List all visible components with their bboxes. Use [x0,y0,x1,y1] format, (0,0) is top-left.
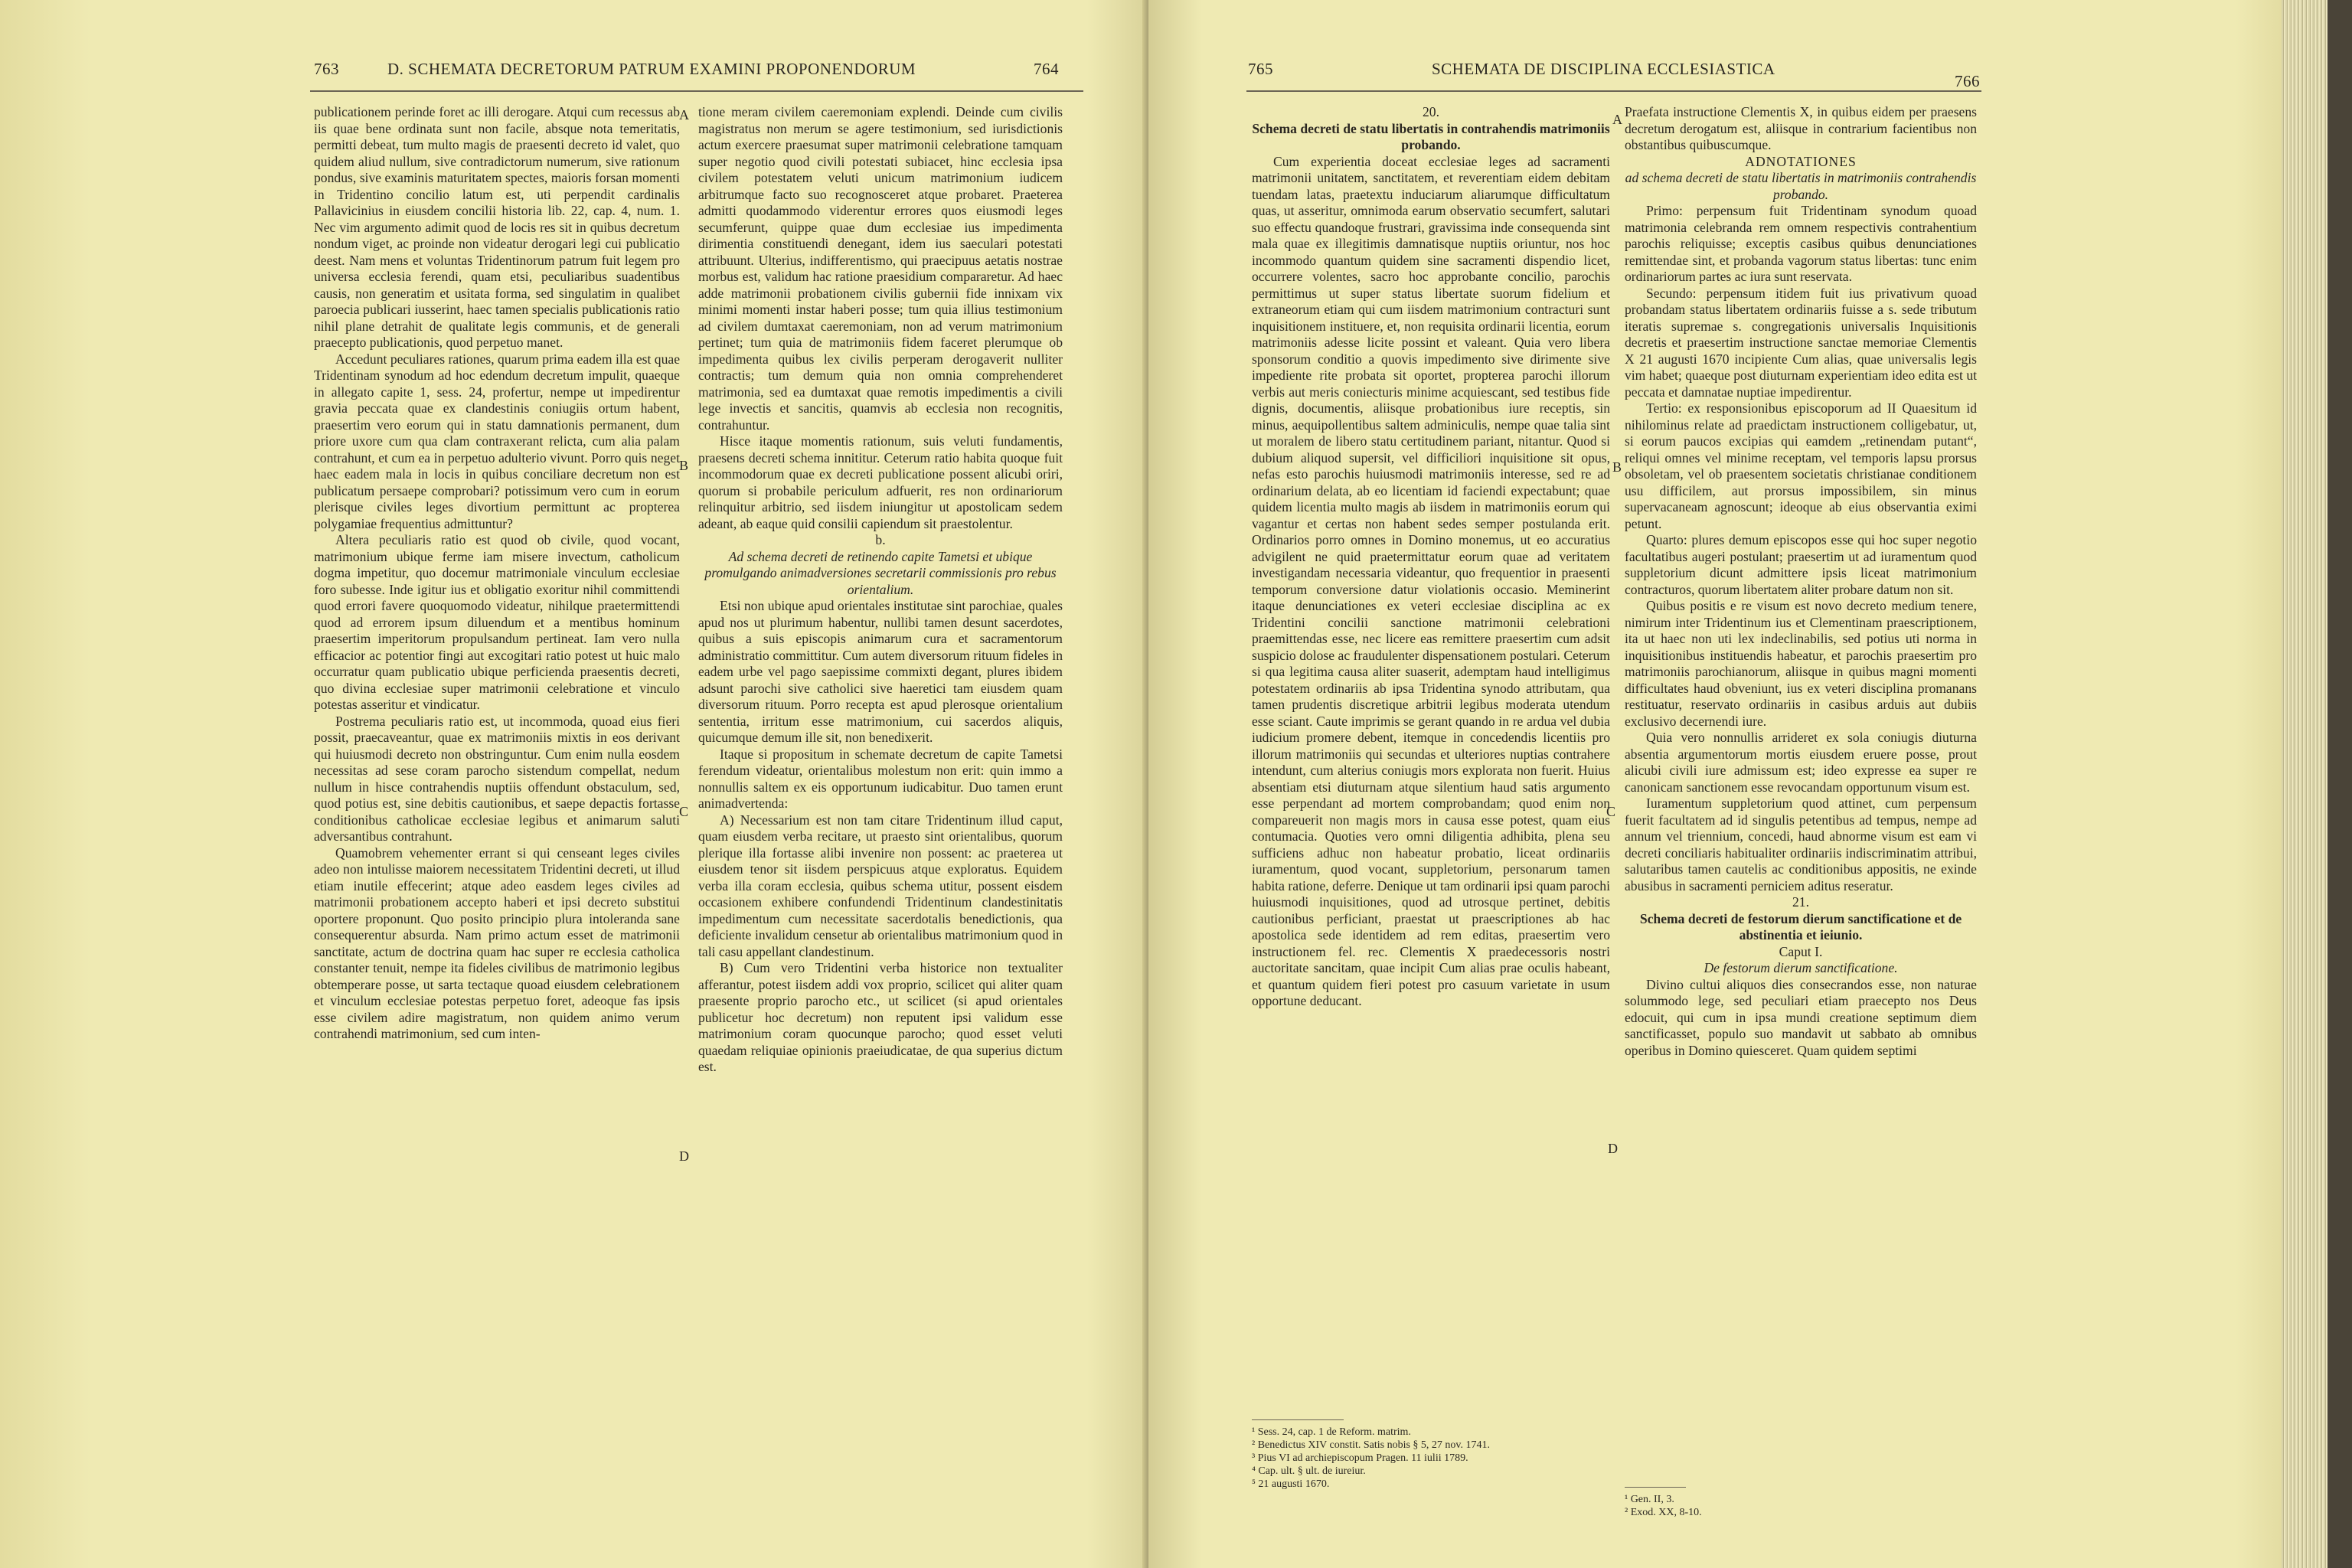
section-title: Ad schema decreti de retinendo capite Tametsi et ubique promulgando animadversiones secretarii commissionis pro rebus orientalium. [704,548,1057,597]
paragraph: Accedunt peculiares rationes, quarum prima eadem illa est quae Tridentinam synodum ad hoc edendum decretum impulit, quaeque in allegato capite 1, sess. 24, profertur, nempe ut impedirentur gravia peccata quae ex clandestinis coniugiis ortum habent, praesertim vero eorum qui in statu damnationis permanent, dum priore uxore cum qua clam contraxerant relicta, cum alia palam contrahunt, et cum ea in perpetuo adulterio vivunt. Porro quis neget haec eadem mala in locis in quibus conciliare decretum non est publicatum persaepe comprobari? potissimum vero cum in eorum plerisque civiles leges divortium permittunt ac propterea polygamiae frequentius admittuntur? [314,351,680,531]
paragraph: Quarto: plures demum episcopos esse qui hoc super negotio facultatibus augeri postulant; praesertim ut ad iuramentum quod suppletorium dicunt admittere ipsis liceat matrimonium contracturos, quorum libertatem aliter probare datum non sit. [1625,532,1977,597]
caput-subtitle: De festorum dierum sanctificatione. [1704,960,1898,975]
section-subtitle: ad schema decreti de statu libertatis in matrimoniis contrahendis probando. [1625,170,1977,202]
paragraph: Cum experientia doceat ecclesiae leges ad sacramenti matrimonii unitatem, sanctitatem, et reverentiam eidem debitam tuendam latas, praetextu induciarum aliarumque difficultatum quas, ut asseritur, omnimoda earum observatio secumfert, salutari suo effectu quandoque frustrari, gravissima inde consequenda sint mala quae ex illegitimis damnatisque nuptiis oriuntur, nos hoc incommodo quantum quidem sine sacramenti dispendio licet, occurrere volentes, sacro hoc approbante concilio, parochis permittimus ut super status libertate suorum fidelium et extraneorum etiam qui cum iisdem matrimonium contracturi sunt inquisitionem instituere, et, non requisita ordinarii licentia, eorum matrimoniis adesse licite possint et valeant. Quia vero libera sponsorum conditio a quovis impedimento sive dirimente sive impediente rite probata sit oportet, propterea parochi illorum verbis aut meris coniecturis minime acquiescant, sed testibus fide dignis, documentis, aliisque probationibus iure receptis, sin minus, aequipollentibus saltem adminiculis, nempe quae talia sint ut moralem de libero statu certitudinem pariant, nitantur. Quod si dubium aliquod supersit, vel difficiliori inquisitione sit opus, nefas esto parochis huiusmodi matrimoniis interesse, sed re ad ordinarium delata, ab eo licentiam id faciendi expectabunt; quae quidem licentia multo magis ab iisdem in matrimoniis eorum qui vagantur et certas non habent sedes semper postulanda erit. Ordinarios porro omnes in Domino monemus, ut eo accuratius advigilent ne quid praetermittatur eorum quae ad veritatem investigandam necessaria videantur, quo frequentior in praesenti temporum conversione datur violationis occasio. Meminerint itaque denunciationes ex veteri ecclesiae disciplina ac ex Tridentini concilii sanctione matrimonii celebrationi praemittendas esse, nec licere eas remittere praesertim cum adsit suspicio dolose ac fraudulenter dispensationem postulari. Ceterum si qua legitima causa aliter suaserit, ademptam haud intelligimus potestatem ordinariis ab ipsa Tridentina synodo attributam, qua tamen prudentis discretique arbitrii legibus moderata utendum esse sciant. Caute imprimis se gerant quando in re ardua vel dubia iudicium promere debent, itemque in concedendis licentiis pro illorum matrimoniis qui secundas et ulteriores nuptias contrahere intendunt, cum alterius coniugis mors explorata non fuerit. Huius absentiam etsi diuturnam atque silentium haud satis argumento esse perpendant ad mortem comprobandam; quod enim non compareuerit non magis mors in causa esse potest, quam eius contumacia. Quoties vero omni diligentia adhibita, plena seu sufficiens adhuc non habeatur probatio, liceat ordinariis iuramentum, quod vocant, suppletorium, personarum tamen habita ratione, deferre. Denique ut tam ordinarii ipsi quam parochi huiusmodi inquisitiones, quod ad utrosque pertinet, debitis cautionibus perficiant, praestat ut praescriptiones ab hac apostolica sede identidem ad rem editas, praesertim vero instructionem fel. rec. Clementis X praedecessoris nostri auctoritate sancitam, quae incipit Cum alias prae oculis habeant, et quantum quidem fieri potest pro casuum varietate in usum opportune deducant. [1252,153,1610,1008]
page-number-765: 765 [1248,60,1273,78]
left-column-2 [698,104,1063,1568]
paragraph: Quamobrem vehementer errant si qui censeant leges civiles adeo non intulisse maiorem necessitatem Tridentini decreti, ut illud etiam inutile effecerint; atque adeo easdem leges civiles ad matrimonii probationem accepto haberi et ipsi decreto substitui oportere proponunt. Quo posito principio plura intoleranda sane consequerentur absurda. Nam primo actum esset de matrimonii sanctitate, actum de doctrina quam hac super re ecclesia catholica constanter tenuit, nempe ita fideles civilibus de matrimonio legibus obtemperare posse, ut sarta tectaque quoad eiusdem celebrationem et vinculum ecclesiae potestas perpetuo foret, adeoque fas ipsis esse civilem adire magistratum, non quidem animo verum contrahendi matrimonium, sed cum inten- [314,844,680,1041]
footnotes-left [1252,1426,1612,1491]
section-number: b. [875,532,886,547]
margin-marker-b: B [679,458,689,473]
caput-heading: Caput I. [1779,943,1823,959]
right-running-header: SCHEMATA DE DISCIPLINA ECCLESIASTICA [1432,60,1775,78]
paragraph: Altera peculiaris ratio est quod ob civile, quod vocant, matrimonium ubique ferme iam misere invectum, catholicum dogma impetitur, quo docemur matrimoniale vinculum ecclesiae foro subesse. Inde igitur ius et obligatio exoritur nihil committendi quod errori favere quoquomodo videatur, nihilque praetermittendi quod ad errorem ipsum diluendum et a mentibus hominum praesertim imperitorum propulsandum pertineat. Iam vero nulla efficacior ac potentior fingi aut excogitari ratio potest ut huic malo occurratur quam publicatio ubique perficienda praesentis decreti, quo divina ecclesiae super matrimonii celebratione et vinculo potestas asseritur et vindicatur. [314,532,680,712]
paragraph: Quia vero nonnullis arrideret ex sola coniugis diuturna absentia argumentorum mortis eiusdem eruere posse, prout alicubi civili iure admissum est; ideo expresse ea super re canonicam sanctionem esse revocandam opportunum visum est. [1625,730,1977,795]
page-number-764: 764 [1034,60,1059,78]
margin-marker-a: A [679,107,689,122]
footnotes-right [1625,1493,1854,1519]
paragraph: Tertio: ex responsionibus episcoporum ad II Quaesitum id nihilominus relate ad praedictam instructionem colligebatur, ut, si eorum paucos excipias qui eamdem „retinendam putant“, reliqui omnes vel minime receptam, vel temporis lapsu prorsus obsoletam, vel ob praesentem societatis christianae conditionem usu difficilem, aut prorsus impossibilem, sin minus supervacaneam agnoscunt; ideoque ab eius observantia eximi petunt. [1625,400,1977,531]
paragraph: B) Cum vero Tridentini verba historice non textualiter afferantur, potest iisdem addi vox proprio, scilicet qui aliter quam praesente proprio parocho etc., ut scilicet (si apud orientales publicetur hoc decretum) non reputent ipsi validum esse matrimonium coram quocunque parocho; quod esset veluti quaedam reliquiae opinionis praeiudicatae, de qua superius dictum est. [698,960,1063,1074]
margin-marker-b: B [1612,459,1622,475]
paragraph: publicationem perinde foret ac illi derogare. Atqui cum recessus ab iis quae bene ordinata sunt non facile, absque nota temeritatis, permitti debeat, tum multo magis de praesenti decreto id valet, quo quidem aliud nullum, sive contradictorum numerum, sive rationum pondus, sive examinis maturitatem spectes, maioris forsan momenti in Tridentino concilio latum est, uti perpendit cardinalis Pallavicinius in eiusdem concilii historia lib. 22, cap. 4, num. 1. Nec vim argumento adimit quod de locis res sit in quibus decretum nondum viget, ac proinde non videatur derogari legi cui publicatio deest. Nam mens et voluntas Tridentinorum patrum fuit legem pro universa ecclesia ferendi, quam etsi, peculiaribus suadentibus causis, non generatim et usitata forma, sed singulatim in qualibet paroecia publicari iusserint, haec tamen specialis publicationis ratio nihil plane detrahit de qualitate legis communis, et de generali praecepto publicationis, quod perpetuo manet. [314,104,680,350]
margin-marker-c: C [679,804,689,819]
paragraph: Postrema peculiaris ratio est, ut incommoda, quoad eius fieri possit, praecaveantur, quae ex matrimoniis mixtis in eos derivant qui huiusmodi decreto non obstringuntur. Cum enim nulla eosdem necessitas ad sese coram parocho sistendum compellat, nedum nullum in hisce contrahendis nuptiis offendunt obstaculum, sed, quod potius est, sine debitis cautionibus, et saepe depactis fortasse conditionibus catholicae ecclesiae legibus et animarum saluti adversantibus contrahunt. [314,713,680,844]
page-number-766: 766 [1955,72,1980,90]
footnote: ¹ Gen. II, 3. [1625,1494,1674,1505]
right-page [1148,0,2282,1568]
paragraph: Praefata instructione Clementis X, in quibus eidem per praesens decretum derogatum est, aliisque in contrarium facientibus non obstantibus quibuscumque. [1625,104,1977,152]
margin-marker-a: A [1612,112,1622,127]
section-heading: ADNOTATIONES [1745,153,1857,169]
paragraph: Secundo: perpensum itidem fuit ius privativum quoad probandam status libertatem ordinariis fuisse a s. sede tributum iteratis supremae s. congregationis universalis Inquisitionis decretis et praesertim instructione sanctae memoriae Clementis X 21 augusti 1670 incipiente Cum alias, quae universalis legis vim habet; quaeque post diuturnam experientiam ideo edita est ut peccata et damnatae nuptiae impedirentur. [1625,285,1977,400]
left-page [0,0,1148,1568]
section-number: 20. [1423,104,1439,119]
paragraph: Hisce itaque momentis rationum, suis veluti fundamentis, praesens decreti schema innititur. Ceterum ratio habita quoque fuit incommodorum quae ex decreti publicatione possent alicubi oriri, quorum si probabile periculum adfuerit, res non ordinariorum relinquitur arbitrio, sed iisdem iniungitur ut apostolicam sedem adeant, ab eaque quid consilii capiendum sit praestolentur. [698,433,1063,531]
header-rule-left [310,90,1083,92]
footnote: ² Benedictus XIV constit. Satis nobis § 5, 27 nov. 1741. [1252,1439,1491,1451]
right-column-2 [1625,104,1977,1568]
paragraph: A) Necessarium est non tam citare Tridentinum illud caput, quam eiusdem verba recitare, ut praesto sint orientalibus, quorum plerique illa fortasse alibi invenire non possent: ac praeterea ut eiusdem tenor sit iisdem perspicuus atque exploratus. Equidem verba illa coram ecclesia, quibus schema utitur, possent eisdem occasionem exhibere confundendi Tridentinum clandestinitatis impedimentum cum necessitate sacerdotalis benedictionis, qua deficiente invalidum censetur ab orientalibus matrimonium quod in tali casu appellant clandestinum. [698,812,1063,959]
paragraph: Divino cultui aliquos dies consecrandos esse, non naturae solummodo lege, sed peculiari etiam praecepto nos Deus edocuit, qui cum in ipsa mundi creatione septimum diem sanctificasset, populo suo mandavit ut sabbato ab omnibus operibus in Domino quiesceret. Quam quidem septimi [1625,976,1977,1058]
footnote: ⁵ 21 augusti 1670. [1252,1478,1330,1490]
section-title: Schema decreti de statu libertatis in contrahendis matrimoniis probando. [1252,120,1610,152]
footnote: ¹ Sess. 24, cap. 1 de Reform. matrim. [1252,1426,1411,1438]
margin-marker-d: D [1608,1141,1618,1156]
book-cover-edge [2328,0,2352,1568]
paragraph: Etsi non ubique apud orientales institutae sint parochiae, quales apud nos ut plurimum habentur, nullibi tamen desunt sacerdotes, quibus a suis episcopis animarum cura et sacramentorum administratio committitur. Cum autem diversorum rituum fideles in eadem urbe vel pago saepissime commixti degant, plures ibidem adsunt parochi sive catholici sive haeretici tam eiusdem quam diversorum rituum. Porro recepta est apud plerosque orientalium sententia, irritum esse matrimonium, cui sacerdos aliquis, quicumque demum ille sit, non benedixerit. [698,598,1063,745]
paragraph: Itaque si propositum in schemate decretum de capite Tametsi ferendum videatur, orientalibus molestum non erit: quin immo a nonnullis saltem ex eis opportunum iudicabitur. Duo tamen erunt animadvertenda: [698,746,1063,811]
footnote: ⁴ Cap. ult. § ult. de iureiur. [1252,1465,1366,1477]
section-number: 21. [1792,894,1809,910]
paragraph: Primo: perpensum fuit Tridentinam synodum quoad matrimonia celebranda rem omnem respectivis contrahentium parochis reliquisse; exceptis casibus quibus denunciationes remittendae sint, et probanda vagorum status libertas: tunc enim ordinariorum partes ac iura sunt reservata. [1625,203,1977,284]
footnote: ² Exod. XX, 8-10. [1625,1507,1702,1518]
paragraph: tione meram civilem caeremoniam explendi. Deinde cum civilis magistratus non merum se agere testimonium, sed iurisdictionis actum exercere praesumat super matrimonii celebratione tamquam super negotio quod civili potestati subiacet, hinc ecclesia ipsa civilem potestatem veluti unicum matrimonium iudicem arbitrumque facto suo recognosceret atque probaret. Praeterea admitti quodammodo viderentur errores quos eiusmodi leges secumferunt, quippe quae dum ecclesiae ius impedimenta dirimentia constituendi denegant, idem ius saeculari potestati attribuunt. Ulterius, indifferentismo, qui praecipuus aetatis nostrae morbus est, validum hac ratione praesidium compararetur. Ad haec adde matrimonii probationem civilis gubernii fide innixam vix minimi momenti instar haberi posse; tum quia illius testimonium ad civilem dumtaxat caeremoniam, non ad verum matrimonium pertinet; tum quia de matrimoniis fidem faceret plerumque ob impedimenta quibus lex civilis perperam derogaverit nulliter contractis; tum demum quia non omnia comprehenderet matrimonia, sed ea dumtaxat quae remotis impedimentis a civili lege invectis et sancitis, quamvis ab ecclesia non recognitis, contrahuntur. [698,104,1063,433]
right-column-1 [1252,104,1610,1568]
margin-marker-c: C [1606,804,1616,819]
footnote-rule [1625,1487,1686,1488]
footnote-rule [1252,1419,1344,1420]
footnote: ³ Pius VI ad archiepiscopum Pragen. 11 iulii 1789. [1252,1452,1468,1464]
header-rule-right [1246,90,1981,92]
paragraph: Quibus positis e re visum est novo decreto medium tenere, nimirum inter Tridentinum ius et Clementinam praescriptionem, ita ut haec non uti lex indeclinabilis, sed potius uti norma in inquisitionibus instituendis habeatur, et parochis praesertim pro matrimoniis parochianorum, aliisque in quibus magni momenti difficultates haud obveniunt, ius ex veteri disciplina promanans restituatur, reservato ordinariis in casibus arduis aut dubiis exclusivo decernendi iure. [1625,598,1977,729]
margin-marker-d: D [679,1148,689,1164]
page-number-763: 763 [314,60,339,78]
left-column-1 [314,104,680,1568]
left-running-header: D. SCHEMATA DECRETORUM PATRUM EXAMINI PROPONENDORUM [387,60,916,78]
section-title: Schema decreti de festorum dierum sanctificatione et de abstinentia et ieiunio. [1639,910,1962,942]
paragraph: Iuramentum suppletorium quod attinet, cum perpensum fuerit facultatem ad id singulis petentibus ad tempus, nempe ad annum vel triennium, concedi, haud abnorme visum est eam vi decreti conciliaris habitualiter ordinariis indiscriminatim attribui, salutaribus tamen cautelis ac conditionibus appositis, ne exinde abusibus in sacramenti perniciem aditus reseratur. [1625,795,1977,893]
